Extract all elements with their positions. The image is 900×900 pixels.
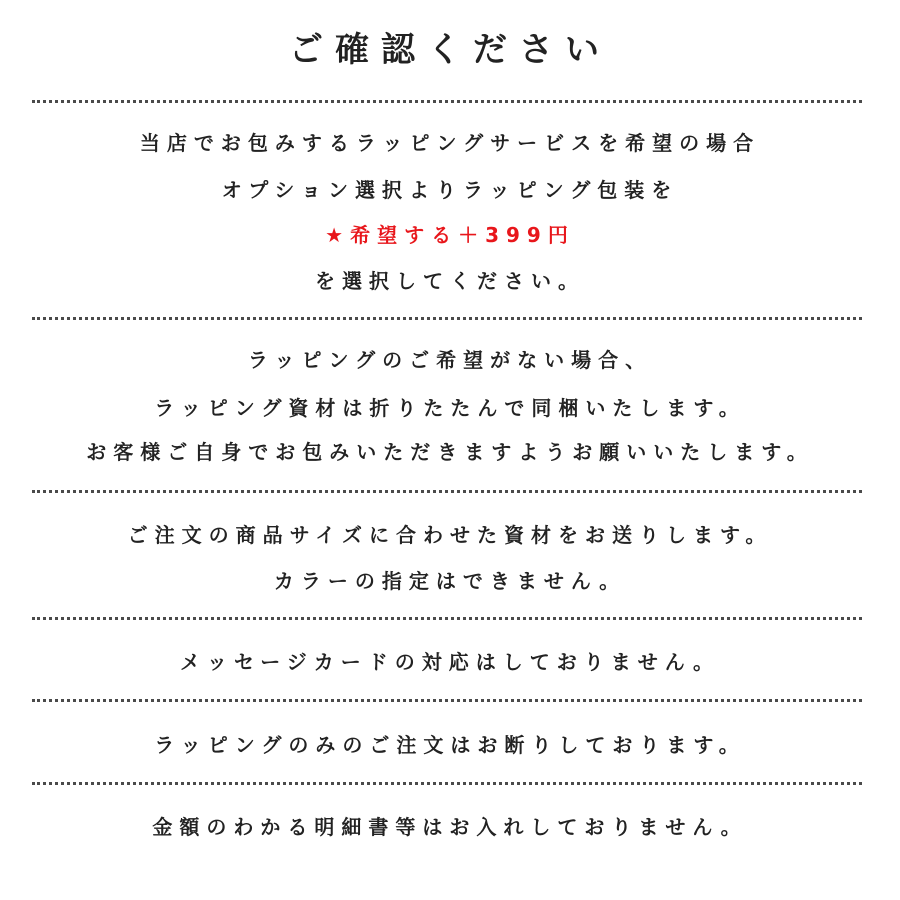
price-highlight: ★希望する＋399円	[325, 223, 575, 247]
notice-line: ラッピングのご希望がない場合、	[247, 348, 653, 372]
notice-line: カラーの指定はできません。	[273, 569, 627, 593]
notice-line: オプション選択よりラッピング包装を	[221, 178, 679, 202]
divider	[32, 699, 862, 702]
notice-line: 金額のわかる明細書等はお入れしておりません。	[152, 815, 748, 839]
divider	[32, 100, 862, 103]
notice-title: ご確認ください	[289, 30, 611, 70]
notice-line: を選択してください。	[315, 269, 585, 293]
notice-line: ご注文の商品サイズに合わせた資材をお送りします。	[127, 523, 773, 547]
notice-line: ラッピングのみのご注文はお断りしております。	[154, 733, 746, 757]
divider	[32, 490, 862, 493]
divider	[32, 782, 862, 785]
notice-line: 当店でお包みするラッピングサービスを希望の場合	[139, 131, 761, 155]
notice-line: お客様ご自身でお包みいただきますようお願いいたします。	[86, 440, 814, 464]
divider	[32, 617, 862, 620]
notice-line: メッセージカードの対応はしておりません。	[180, 650, 720, 674]
divider	[32, 317, 862, 320]
notice-line: ラッピング資材は折りたたんで同梱いたします。	[154, 396, 746, 420]
